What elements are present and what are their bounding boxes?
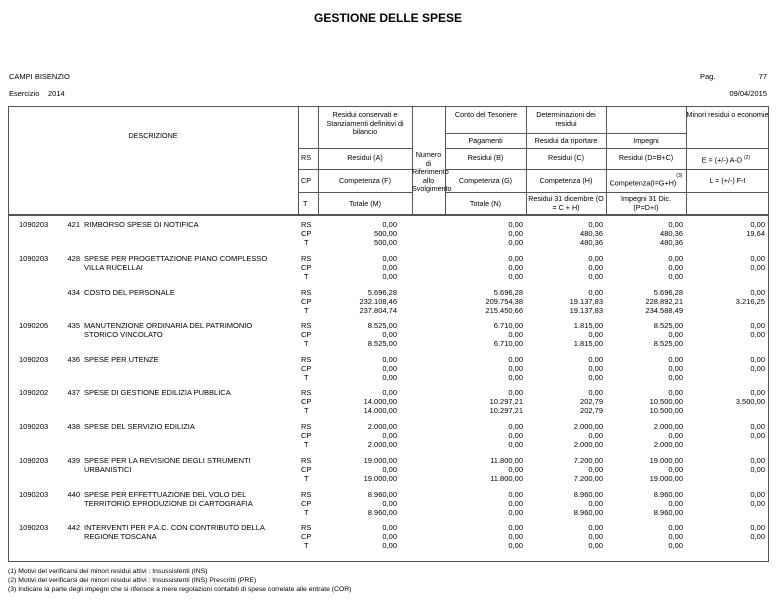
cell-b: 0,00 xyxy=(508,355,523,364)
cell-e: 0,00 xyxy=(750,532,765,541)
cell-e: 0,00 xyxy=(750,456,765,465)
cell-b: 0,00 xyxy=(508,508,523,517)
cell-d: 10.500,00 xyxy=(649,406,683,415)
cell-a: 500,00 xyxy=(374,229,397,238)
cell-a: 8.960,00 xyxy=(367,490,397,499)
cell-a: 0,00 xyxy=(382,465,397,474)
cell-c: 8.960,00 xyxy=(573,508,603,517)
col-residui-da-riportare: Residui da riportare xyxy=(534,136,598,145)
row-type-cp: CP xyxy=(301,297,312,306)
row-code: 1090203 xyxy=(19,523,49,532)
row-type-rs: RS xyxy=(301,254,312,263)
row-code: 1090203 xyxy=(19,422,49,431)
row-type-rs: RS xyxy=(301,321,312,330)
cell-e: 0,00 xyxy=(750,490,765,499)
cell-d: 0,00 xyxy=(668,254,683,263)
cell-b: 0,00 xyxy=(508,373,523,382)
cell-e: 0,00 xyxy=(750,330,765,339)
cell-d: 234.588,49 xyxy=(645,306,683,315)
cell-c: 0,00 xyxy=(588,272,603,281)
cell-a: 0,00 xyxy=(382,220,397,229)
cell-b: 0,00 xyxy=(508,490,523,499)
cell-c: 0,00 xyxy=(588,541,603,550)
cell-b: 0,00 xyxy=(508,431,523,440)
row-type-rs: RS xyxy=(301,422,312,431)
cell-c: 19.137,83 xyxy=(569,306,603,315)
cell-e: 0,00 xyxy=(750,263,765,272)
col-numero-rif: Numero di Riferimento allo Svolgimento xyxy=(412,150,452,193)
exercise-label: Esercizio xyxy=(9,89,40,98)
row-number: 435 xyxy=(67,321,80,330)
row-description: SPESE PER EFFETTUAZIONE DEL VOLO DEL xyxy=(84,490,247,499)
exercise-year: 2014 xyxy=(48,89,65,98)
col-conto-tesoriere: Conto del Tesoriere xyxy=(454,110,518,119)
cell-a: 8.525,00 xyxy=(367,321,397,330)
cell-b: 6.710,00 xyxy=(493,321,523,330)
cell-d: 480,36 xyxy=(660,238,683,247)
cell-e: 0,00 xyxy=(750,422,765,431)
cell-b: 0,00 xyxy=(508,440,523,449)
cell-a: 0,00 xyxy=(382,330,397,339)
print-date: 09/04/2015 xyxy=(729,89,767,98)
cell-e: 0,00 xyxy=(750,364,765,373)
cell-d: 8.525,00 xyxy=(653,321,683,330)
cell-b: 10.297,21 xyxy=(489,406,523,415)
hdr-competenza-h: Competenza (H) xyxy=(539,176,593,185)
cell-c: 0,00 xyxy=(588,220,603,229)
cell-c: 1.815,00 xyxy=(573,321,603,330)
row-type-t: T xyxy=(304,272,309,281)
hdr-totale-n: Totale (N) xyxy=(469,199,502,208)
row-number: 436 xyxy=(67,355,80,364)
row-description: MANUTENZIONE ORDINARIA DEL PATRIMONIO xyxy=(84,321,253,330)
cell-c: 0,00 xyxy=(588,364,603,373)
cell-d: 5.696,28 xyxy=(653,288,683,297)
cell-c: 0,00 xyxy=(588,523,603,532)
cell-a: 0,00 xyxy=(382,355,397,364)
cell-d: 0,00 xyxy=(668,355,683,364)
row-code: 1090203 xyxy=(19,220,49,229)
cell-d: 0,00 xyxy=(668,272,683,281)
cell-a: 14.000,00 xyxy=(363,406,397,415)
cell-d: 0,00 xyxy=(668,523,683,532)
hdr-l-formula: L = (+/-) F-I xyxy=(709,176,746,185)
cell-b: 0,00 xyxy=(508,330,523,339)
cell-a: 19.000,00 xyxy=(363,456,397,465)
cell-d: 0,00 xyxy=(668,330,683,339)
row-type-rs: RS xyxy=(301,355,312,364)
cell-b: 5.696,28 xyxy=(493,288,523,297)
cell-d: 0,00 xyxy=(668,388,683,397)
cell-e: 0,00 xyxy=(750,288,765,297)
cell-a: 0,00 xyxy=(382,263,397,272)
cell-a: 0,00 xyxy=(382,272,397,281)
cell-c: 2.000,00 xyxy=(573,440,603,449)
cell-c: 1.815,00 xyxy=(573,339,603,348)
cell-c: 480,36 xyxy=(580,229,603,238)
cell-a: 0,00 xyxy=(382,373,397,382)
hdr-residui-d: Residui (D=B+C) xyxy=(618,153,674,162)
cell-c: 0,00 xyxy=(588,373,603,382)
label-cp: CP xyxy=(301,176,311,185)
cell-c: 0,00 xyxy=(588,388,603,397)
cell-b: 10.297,21 xyxy=(489,397,523,406)
cell-b: 0,00 xyxy=(508,532,523,541)
footnote-1: (1) Motivi del verificarsi dei minori residui attivi : Insussistenti (INS) xyxy=(8,568,208,575)
cell-b: 0,00 xyxy=(508,220,523,229)
cell-a: 0,00 xyxy=(382,431,397,440)
label-t: T xyxy=(303,199,308,208)
hdr-competenza-f: Competenza (F) xyxy=(339,176,391,185)
e-footnote-ref: (2) xyxy=(744,155,751,161)
row-type-rs: RS xyxy=(301,523,312,532)
cell-b: 11.800,00 xyxy=(490,456,523,465)
col-impegni: Impegni xyxy=(633,136,659,145)
cell-d: 10.500,00 xyxy=(649,397,683,406)
cell-d: 0,00 xyxy=(668,541,683,550)
col-residui-conservati: Residui conservati e Stanziamenti definitivi di bilancio xyxy=(326,110,404,136)
cell-a: 500,00 xyxy=(374,238,397,247)
row-type-cp: CP xyxy=(301,364,312,373)
competenza-i-text: Competenza(I=G+H) xyxy=(609,178,677,188)
row-description: SPESE PER UTENZE xyxy=(84,355,159,364)
cell-e: 19,64 xyxy=(746,229,765,238)
cell-a: 2.000,00 xyxy=(367,422,397,431)
cell-e: 0,00 xyxy=(750,465,765,474)
row-type-t: T xyxy=(304,541,309,550)
cell-d: 0,00 xyxy=(668,373,683,382)
hdr-totale-m: Totale (M) xyxy=(349,199,381,208)
cell-a: 2.000,00 xyxy=(367,440,397,449)
cell-e: 0,00 xyxy=(750,388,765,397)
row-type-cp: CP xyxy=(301,330,312,339)
cell-e: 0,00 xyxy=(750,321,765,330)
cell-c: 480,36 xyxy=(580,238,603,247)
cell-b: 0,00 xyxy=(508,523,523,532)
cell-a: 19.000,00 xyxy=(363,474,397,483)
cell-d: 0,00 xyxy=(668,220,683,229)
row-description: SPESE PER PROGETTAZIONE PIANO COMPLESSO xyxy=(84,254,268,263)
row-code: 1090203 xyxy=(19,254,49,263)
cell-e: 3.216,25 xyxy=(735,297,765,306)
row-type-cp: CP xyxy=(301,263,312,272)
cell-b: 0,00 xyxy=(508,364,523,373)
row-type-t: T xyxy=(304,508,309,517)
cell-d: 0,00 xyxy=(668,431,683,440)
page-title: GESTIONE DELLE SPESE xyxy=(313,11,463,25)
row-number: 428 xyxy=(67,254,80,263)
row-number: 439 xyxy=(67,456,80,465)
cell-c: 0,00 xyxy=(588,330,603,339)
row-type-t: T xyxy=(304,440,309,449)
cell-a: 5.696,28 xyxy=(367,288,397,297)
row-description: RIMBORSO SPESE DI NOTIFICA xyxy=(84,220,199,229)
cell-a: 232.108,46 xyxy=(359,297,397,306)
cell-d: 0,00 xyxy=(668,532,683,541)
hdr-residui-b: Residui (B) xyxy=(467,153,504,162)
cell-d: 19.000,00 xyxy=(649,474,683,483)
cell-a: 0,00 xyxy=(382,499,397,508)
cell-a: 237.804,74 xyxy=(359,306,397,315)
cell-c: 0,00 xyxy=(588,263,603,272)
cell-b: 215.450,66 xyxy=(485,306,523,315)
cell-a: 0,00 xyxy=(382,532,397,541)
cell-b: 0,00 xyxy=(508,272,523,281)
row-code: 1090205 xyxy=(19,321,49,330)
row-type-cp: CP xyxy=(301,465,312,474)
row-number: 438 xyxy=(67,422,80,431)
footnote-2: (2) Motivi del verificarsi dei minori residui attivi : Insussistenti (INS) Prescritti (PRE) xyxy=(8,577,257,584)
cell-b: 0,00 xyxy=(508,541,523,550)
hdr-residui-c: Residui (C) xyxy=(548,153,584,162)
row-description: STORICO VINCOLATO xyxy=(84,330,163,339)
row-type-rs: RS xyxy=(301,388,312,397)
row-description: SPESE DEL SERVIZIO EDILIZIA xyxy=(84,422,195,431)
cell-b: 0,00 xyxy=(508,263,523,272)
cell-d: 8.960,00 xyxy=(653,490,683,499)
hdr-residui-a: Residui (A) xyxy=(347,153,383,162)
col-descrizione: DESCRIZIONE xyxy=(128,131,178,140)
row-code: 1090202 xyxy=(19,388,49,397)
cell-e: 3.500,00 xyxy=(735,397,765,406)
row-type-t: T xyxy=(304,373,309,382)
row-type-cp: CP xyxy=(301,431,312,440)
cell-c: 0,00 xyxy=(588,355,603,364)
cell-a: 0,00 xyxy=(382,523,397,532)
cell-d: 0,00 xyxy=(668,364,683,373)
cell-a: 14.000,00 xyxy=(363,397,397,406)
row-type-cp: CP xyxy=(301,499,312,508)
row-type-t: T xyxy=(304,474,309,483)
cell-b: 6.710,00 xyxy=(493,339,523,348)
cell-b: 0,00 xyxy=(508,229,523,238)
cell-d: 2.000,00 xyxy=(653,422,683,431)
footnote-3: (3) Indicare la parte degli impegni che si riferisce a mere regolazioni contabili di spese correlate alle entrate (COR) xyxy=(8,586,352,593)
row-number: 421 xyxy=(67,220,80,229)
cell-d: 480,36 xyxy=(660,229,683,238)
cell-e: 0,00 xyxy=(750,431,765,440)
cell-b: 0,00 xyxy=(508,422,523,431)
cell-d: 0,00 xyxy=(668,263,683,272)
row-description: URBANISTICI xyxy=(84,465,132,474)
cell-c: 202,79 xyxy=(580,406,603,415)
row-number: 434 xyxy=(67,288,80,297)
cell-c: 0,00 xyxy=(588,499,603,508)
row-type-rs: RS xyxy=(301,220,312,229)
row-code: 1090203 xyxy=(19,490,49,499)
cell-b: 0,00 xyxy=(508,499,523,508)
page-number: 77 xyxy=(758,72,767,81)
cell-c: 0,00 xyxy=(588,465,603,474)
cell-e: 0,00 xyxy=(750,254,765,263)
hdr-e-formula xyxy=(686,154,766,165)
cell-d: 2.000,00 xyxy=(653,440,683,449)
cell-a: 0,00 xyxy=(382,364,397,373)
row-type-rs: RS xyxy=(301,490,312,499)
row-type-t: T xyxy=(304,306,309,315)
hdr-competenza-i xyxy=(606,173,686,188)
cell-e: 0,00 xyxy=(750,499,765,508)
cell-b: 0,00 xyxy=(508,254,523,263)
cell-c: 7.200,00 xyxy=(573,456,603,465)
hdr-impegni-31: Impegni 31 Dic. (P=D+I) xyxy=(621,194,671,212)
cell-c: 0,00 xyxy=(588,532,603,541)
cell-c: 8.960,00 xyxy=(573,490,603,499)
cell-e: 0,00 xyxy=(750,220,765,229)
cell-a: 0,00 xyxy=(382,254,397,263)
cell-c: 0,00 xyxy=(588,431,603,440)
e-formula-text: E = (+/-) A-D xyxy=(701,155,743,165)
col-minori-residui: Minori residui o economie xyxy=(686,110,769,119)
cell-a: 0,00 xyxy=(382,388,397,397)
cell-c: 19.137,83 xyxy=(569,297,603,306)
row-type-cp: CP xyxy=(301,532,312,541)
cell-a: 8.525,00 xyxy=(367,339,397,348)
row-description: INTERVENTI PER P.A.C. CON CONTRIBUTO DELLA xyxy=(84,523,265,532)
row-type-cp: CP xyxy=(301,397,312,406)
i-footnote-ref: (3) xyxy=(676,173,683,179)
row-type-t: T xyxy=(304,406,309,415)
cell-a: 0,00 xyxy=(382,541,397,550)
row-number: 442 xyxy=(67,523,80,532)
cell-e: 0,00 xyxy=(750,523,765,532)
col-pagamenti: Pagamenti xyxy=(468,136,503,145)
row-type-rs: RS xyxy=(301,288,312,297)
row-code: 1090203 xyxy=(19,355,49,364)
row-description: SPESE PER LA REVISIONE DEGLI STRUMENTI xyxy=(84,456,251,465)
cell-d: 228.892,21 xyxy=(645,297,683,306)
cell-b: 209.754,38 xyxy=(485,297,523,306)
page-label: Pag. xyxy=(700,72,716,81)
cell-a: 8.960,00 xyxy=(367,508,397,517)
row-type-rs: RS xyxy=(301,456,312,465)
hdr-residui-31: Residui 31 dicembre (O = C + H) xyxy=(528,194,604,212)
cell-b: 11.800,00 xyxy=(490,474,523,483)
row-description: SPESE DI GESTIONE EDILIZIA PUBBLICA xyxy=(84,388,231,397)
cell-d: 0,00 xyxy=(668,499,683,508)
entity-name: CAMPI BISENZIO xyxy=(9,72,70,81)
cell-c: 0,00 xyxy=(588,288,603,297)
cell-c: 202,79 xyxy=(580,397,603,406)
row-description: VILLA RUCELLAI xyxy=(84,263,143,272)
row-number: 437 xyxy=(67,388,80,397)
cell-d: 0,00 xyxy=(668,465,683,474)
label-rs: RS xyxy=(301,153,311,162)
row-description: REGIONE TOSCANA xyxy=(84,532,157,541)
cell-e: 0,00 xyxy=(750,355,765,364)
cell-b: 0,00 xyxy=(508,465,523,474)
cell-d: 8.525,00 xyxy=(653,339,683,348)
cell-c: 2.000,00 xyxy=(573,422,603,431)
cell-c: 0,00 xyxy=(588,254,603,263)
col-determinazioni: Determinazioni dei residui xyxy=(536,110,596,128)
cell-b: 0,00 xyxy=(508,238,523,247)
row-number: 440 xyxy=(67,490,80,499)
cell-c: 7.200,00 xyxy=(573,474,603,483)
row-type-t: T xyxy=(304,339,309,348)
row-description: COSTO DEL PERSONALE xyxy=(84,288,175,297)
hdr-competenza-g: Competenza (G) xyxy=(458,176,513,185)
row-type-t: T xyxy=(304,238,309,247)
row-type-cp: CP xyxy=(301,229,312,238)
cell-d: 8.960,00 xyxy=(653,508,683,517)
cell-b: 0,00 xyxy=(508,388,523,397)
cell-d: 19.000,00 xyxy=(649,456,683,465)
row-description: TERRITORIO EPRODUZIONE DI CARTOGRAFIA xyxy=(84,499,253,508)
row-code: 1090203 xyxy=(19,456,49,465)
